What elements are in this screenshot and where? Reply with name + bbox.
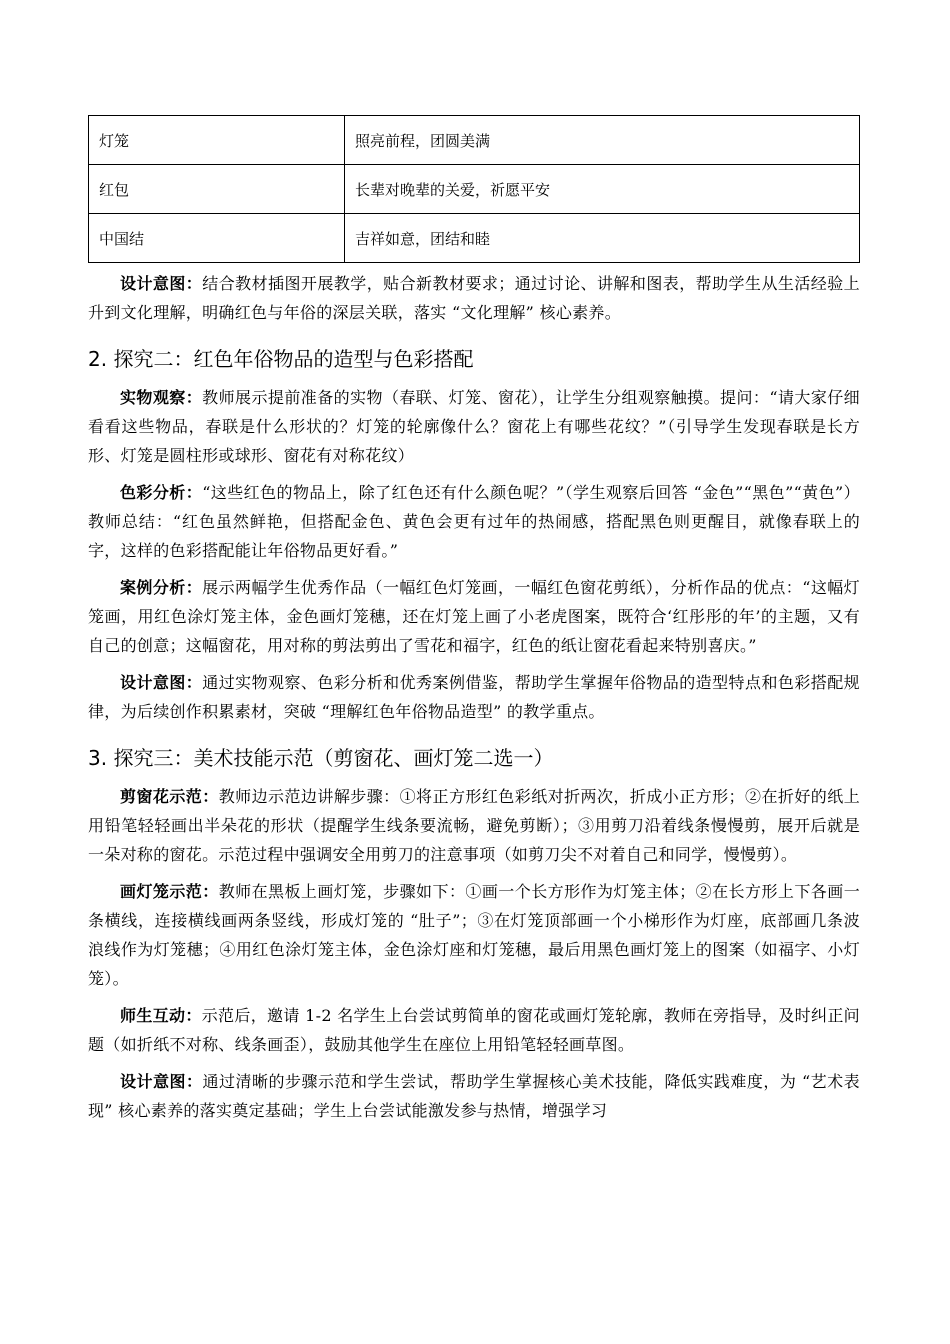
paragraph-label: 设计意图： <box>120 673 203 692</box>
symbol-meaning-table <box>88 115 860 263</box>
section2-paragraph-case <box>88 573 860 660</box>
paragraph-label: 案例分析： <box>120 578 203 597</box>
paragraph-text: 展示两幅学生优秀作品（一幅红色灯笼画，一幅红色窗花剪纸），分析作品的优点：“这幅灯笼画，用红色涂灯笼主体，金色画灯笼穗，还在灯笼上画了小老虎图案，既符合‘红彤彤的年’的主题，又有自己的创意；这幅窗花，用对称的剪法剪出了雪花和福字，红色的纸让窗花看起来特别喜庆。” <box>88 578 860 655</box>
paragraph-text: 通过实物观察、色彩分析和优秀案例借鉴，帮助学生掌握年俗物品的造型特点和色彩搭配规律，为后续创作积累素材，突破 “理解红色年俗物品造型” 的教学重点。 <box>88 673 860 721</box>
paragraph-label: 实物观察： <box>120 388 203 407</box>
section3-paragraph-papercut <box>88 782 860 869</box>
paragraph-text: 教师边示范边讲解步骤：①将正方形红色彩纸对折两次，折成小正方形；②在折好的纸上用铅笔轻轻画出半朵花的形状（提醒学生线条要流畅，避免剪断）；③用剪刀沿着线条慢慢剪，展开后就是一朵对称的窗花。示范过程中强调安全用剪刀的注意事项（如剪刀尖不对着自己和同学，慢慢剪）。 <box>88 787 860 864</box>
section3-paragraph-interaction <box>88 1001 860 1059</box>
section3-paragraph-lantern <box>88 877 860 993</box>
intro-design-intent <box>88 269 860 327</box>
section2-paragraph-intent <box>88 668 860 726</box>
paragraph-label: 画灯笼示范： <box>120 882 219 901</box>
paragraph-label: 设计意图： <box>120 274 203 293</box>
paragraph-text: 通过清晰的步骤示范和学生尝试，帮助学生掌握核心美术技能，降低实践难度，为 “艺术表现” 核心素养的落实奠定基础；学生上台尝试能激发参与热情，增强学习 <box>88 1072 860 1120</box>
paragraph-text: 教师在黑板上画灯笼，步骤如下：①画一个长方形作为灯笼主体；②在长方形上下各画一条横线，连接横线画两条竖线，形成灯笼的 “肚子”；③在灯笼顶部画一个小梯形作为灯座，底部画几条波浪线作为灯笼穗；④用红色涂灯笼主体，金色涂灯座和灯笼穗，最后用黑色画灯笼上的图案（如福字、小灯笼）。 <box>88 882 860 988</box>
table-cell-meaning: 长辈对晚辈的关爱，祈愿平安 <box>345 165 860 214</box>
table-cell-item: 红包 <box>89 165 345 214</box>
section2-paragraph-observation <box>88 383 860 470</box>
section3-paragraph-intent <box>88 1067 860 1125</box>
table-row <box>89 214 860 263</box>
section3-heading: 3. 探究三：美术技能示范（剪窗花、画灯笼二选一） <box>88 746 554 770</box>
paragraph-text: 示范后，邀请 1-2 名学生上台尝试剪简单的窗花或画灯笼轮廓，教师在旁指导，及时纠正问题（如折纸不对称、线条画歪），鼓励其他学生在座位上用铅笔轻轻画草图。 <box>88 1006 860 1054</box>
section2-heading: 2. 探究二：红色年俗物品的造型与色彩搭配 <box>88 347 474 371</box>
paragraph-text: 教师展示提前准备的实物（春联、灯笼、窗花），让学生分组观察触摸。提问：“请大家仔细看看这些物品，春联是什么形状的？灯笼的轮廓像什么？窗花上有哪些花纹？”（引导学生发现春联是长方形、灯笼是圆柱形或球形、窗花有对称花纹） <box>88 388 860 465</box>
paragraph-label: 剪窗花示范： <box>120 787 219 806</box>
table-row <box>89 165 860 214</box>
document-page <box>88 115 860 1125</box>
table-cell-item: 中国结 <box>89 214 345 263</box>
paragraph-text: 结合教材插图开展教学，贴合新教材要求；通过讨论、讲解和图表，帮助学生从生活经验上升到文化理解，明确红色与年俗的深层关联，落实 “文化理解” 核心素养。 <box>88 274 860 322</box>
paragraph-text: “这些红色的物品上，除了红色还有什么颜色呢？”（学生观察后回答 “金色”“黑色”“黄色”）教师总结：“红色虽然鲜艳，但搭配金色、黄色会更有过年的热闹感，搭配黑色则更醒目，就像春联上的字，这样的色彩搭配能让年俗物品更好看。” <box>88 483 860 560</box>
paragraph-label: 师生互动： <box>120 1006 202 1025</box>
paragraph-label: 设计意图： <box>120 1072 203 1091</box>
table-row <box>89 116 860 165</box>
table-cell-item: 灯笼 <box>89 116 345 165</box>
section2-paragraph-color <box>88 478 860 565</box>
table-cell-meaning: 吉祥如意，团结和睦 <box>345 214 860 263</box>
table-cell-meaning: 照亮前程，团圆美满 <box>345 116 860 165</box>
paragraph-label: 色彩分析： <box>120 483 203 502</box>
